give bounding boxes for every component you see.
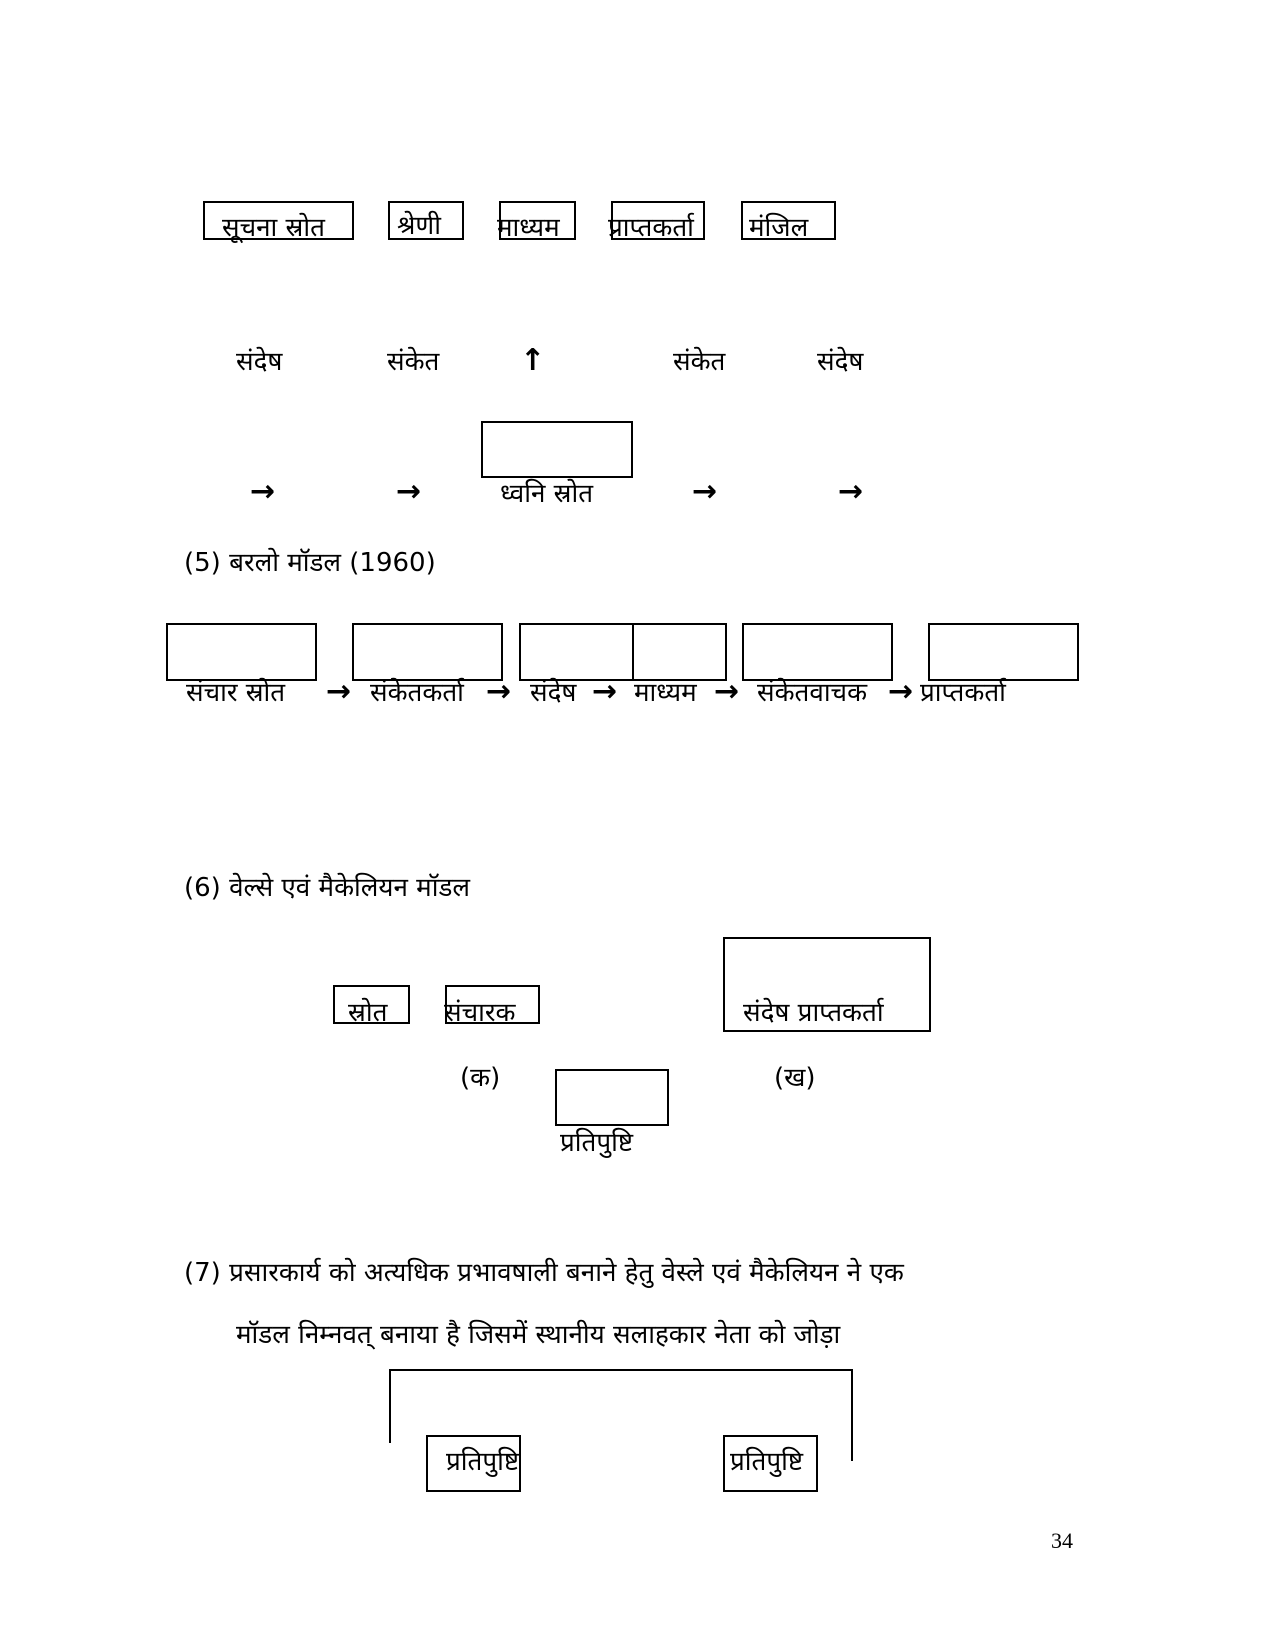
label-message-1: संदेष bbox=[236, 347, 283, 377]
box-message bbox=[519, 623, 634, 681]
label-comm-source: संचार स्रोत bbox=[186, 678, 286, 708]
label-noise-source: ध्वनि स्रोत bbox=[500, 479, 594, 509]
right-arrow-icon: → bbox=[486, 674, 512, 709]
section-7-line-2: मॉडल निम्नवत् बनाया है जिसमें स्थानीय सलाहकार नेता को जोड़ा bbox=[236, 1320, 841, 1350]
box-berlo-receiver bbox=[928, 623, 1079, 681]
label-decoder: संकेतवाचक bbox=[757, 678, 868, 708]
section-5-heading: (5) बरलो मॉडल (1960) bbox=[184, 548, 436, 578]
section-6-heading: (6) वेल्से एवं मैकेलियन मॉडल bbox=[184, 873, 470, 903]
label-signal-1: संकेत bbox=[387, 347, 440, 377]
page-number: 34 bbox=[1051, 1528, 1073, 1553]
label-category: श्रेणी bbox=[397, 211, 441, 241]
label-encoder: संकेतकर्ता bbox=[370, 678, 464, 708]
label-ka: (क) bbox=[460, 1063, 501, 1093]
label-message-receiver: संदेष प्राप्तकर्ता bbox=[743, 998, 884, 1028]
right-arrow-icon: → bbox=[692, 474, 718, 509]
right-arrow-icon: → bbox=[396, 474, 422, 509]
box-noise-source bbox=[481, 421, 633, 478]
right-arrow-icon: → bbox=[326, 674, 352, 709]
right-arrow-icon: → bbox=[592, 674, 618, 709]
label-feedback-right: प्रतिपुष्टि bbox=[730, 1447, 804, 1477]
label-berlo-channel: माध्यम bbox=[634, 678, 697, 708]
label-berlo-receiver: प्राप्तकर्ता bbox=[920, 678, 1006, 708]
label-info-source: सूचना स्रोत bbox=[222, 213, 325, 243]
right-arrow-icon: → bbox=[888, 674, 914, 709]
label-message-2: संदेष bbox=[817, 347, 864, 377]
box-encoder bbox=[352, 623, 503, 681]
label-destination: मंजिल bbox=[749, 213, 809, 243]
section-7-line-1: (7) प्रसारकार्य को अत्यधिक प्रभावषाली बनाने हेतु वेस्ले एवं मैकेलियन ने एक bbox=[184, 1258, 904, 1288]
label-source: स्रोत bbox=[348, 998, 388, 1028]
bracket-top-line bbox=[389, 1369, 853, 1371]
bracket-left-line bbox=[389, 1369, 391, 1443]
box-comm-source bbox=[166, 623, 317, 681]
label-berlo-message: संदेष bbox=[530, 678, 577, 708]
label-feedback: प्रतिपुष्टि bbox=[560, 1128, 634, 1158]
box-feedback bbox=[555, 1069, 669, 1126]
box-channel bbox=[632, 623, 727, 681]
up-arrow-icon: ↑ bbox=[520, 343, 546, 378]
right-arrow-icon: → bbox=[250, 474, 276, 509]
box-decoder bbox=[742, 623, 893, 681]
right-arrow-icon: → bbox=[714, 674, 740, 709]
label-kha: (ख) bbox=[774, 1063, 816, 1093]
label-feedback-left: प्रतिपुष्टि bbox=[446, 1447, 520, 1477]
label-medium: माध्यम bbox=[497, 213, 560, 243]
right-arrow-icon: → bbox=[838, 474, 864, 509]
label-signal-2: संकेत bbox=[673, 347, 726, 377]
label-communicator: संचारक bbox=[444, 998, 516, 1028]
label-receiver: प्राप्तकर्ता bbox=[608, 213, 694, 243]
bracket-right-line bbox=[851, 1369, 853, 1461]
